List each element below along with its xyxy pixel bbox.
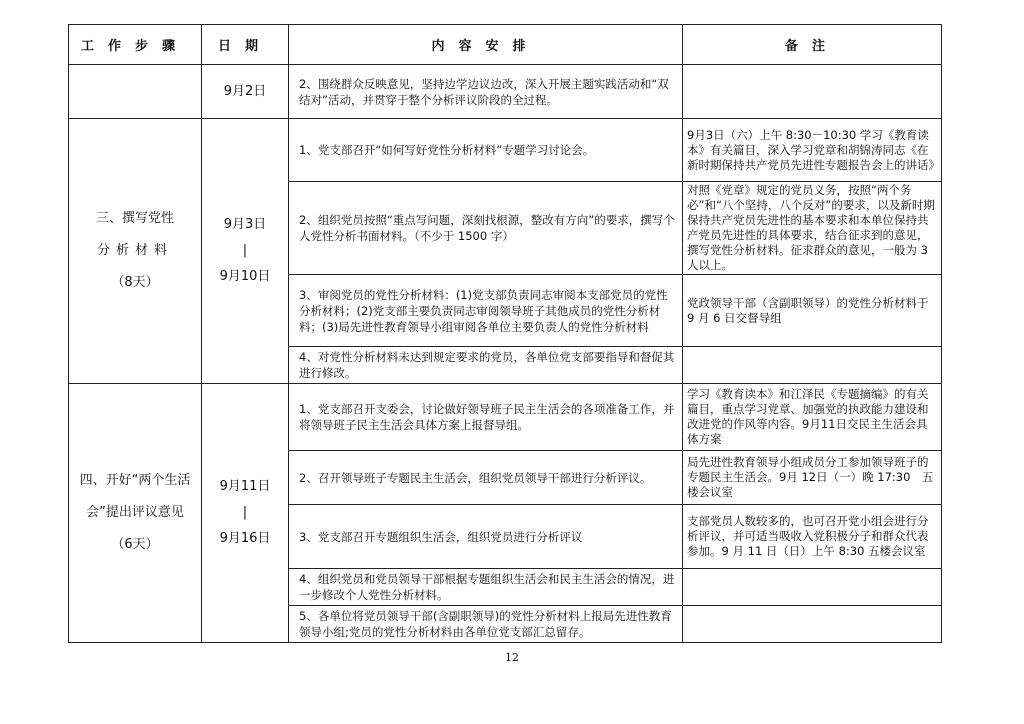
header-step: 工作步骤 — [69, 25, 202, 65]
table-row — [69, 384, 942, 451]
stage-cell-empty — [69, 65, 202, 119]
date-range-cell — [202, 119, 289, 384]
note-cell: 对照《党章》规定的党员义务，按照“两个务必”和“八个坚持，八个反对”的要求，以及新时期保持共产党员先进性的基本要求和本单位保持共产党员先进性的具体要求，结合征求到的意见，撰写党性分析材料。征求群众的意见，一般为 3 人以上。 — [683, 182, 942, 275]
schedule-table — [68, 24, 942, 643]
content-cell: 3、党支部召开专题组织生活会，组织党员进行分析评议 — [289, 505, 683, 569]
date-separator: | — [242, 243, 248, 258]
content-cell: 2、组织党员按照“重点写问题，深刻找根源，整改有方向”的要求，撰写个人党性分析书面材料。（不少于 1500 字） — [289, 182, 683, 275]
header-note: 备注 — [683, 25, 942, 65]
stage-title-line: 四、开好“两个生活 — [79, 473, 191, 488]
content-cell: 4、组织党员和党员领导干部根据专题组织生活会和民主生活会的情况，进一步修改个人党性分析材料。 — [289, 569, 683, 606]
note-cell: 学习《教育读本》和江泽民《专题摘编》的有关篇目，重点学习党章、加强党的执政能力建设和改进党的作风等内容。9月11日交民主生活会具体方案 — [683, 384, 942, 451]
note-cell — [683, 347, 942, 384]
content-cell: 2、围绕群众反映意见，坚持边学边议边改，深入开展主题实践活动和“双结对”活动，并贯穿于整个分析评议阶段的全过程。 — [289, 65, 683, 119]
note-cell — [683, 65, 942, 119]
date-end: 9月10日 — [219, 269, 271, 284]
stage-title-line: 会”提出评议意见 — [86, 505, 184, 520]
note-cell: 局先进性教育领导小组成员分工参加领导班子的专题民主生活会。9月 12日（一）晚 17:30 五楼会议室 — [683, 451, 942, 505]
stage-title-cell — [69, 119, 202, 384]
stage-duration: （8天） — [111, 275, 159, 290]
date-cell: 9月2日 — [202, 65, 289, 119]
content-cell: 1、党支部召开“如何写好党性分析材料”专题学习讨论会。 — [289, 119, 683, 182]
note-cell — [683, 606, 942, 643]
content-cell: 4、对党性分析材料未达到规定要求的党员，各单位党支部要指导和督促其进行修改。 — [289, 347, 683, 384]
content-cell: 5、各单位将党员领导干部(含副职领导)的党性分析材料上报局先进性教育领导小组;党员的党性分析材料由各单位党支部汇总留存。 — [289, 606, 683, 643]
note-cell: 支部党员人数较多的，也可召开党小组会进行分析评议，并可适当吸收入党积极分子和群众代表参加。9 月 11 日（日）上午 8:30 五楼会议室 — [683, 505, 942, 569]
note-cell: 党政领导干部（含副职领导）的党性分析材料于 9 月 6 日交督导组 — [683, 275, 942, 347]
header-content: 内容安排 — [289, 25, 683, 65]
date-range-cell — [202, 384, 289, 643]
header-date: 日期 — [202, 25, 289, 65]
content-cell: 1、党支部召开支委会，讨论做好领导班子民主生活会的各项准备工作，并将领导班子民主生活会具体方案上报督导组。 — [289, 384, 683, 451]
stage-title-cell — [69, 384, 202, 643]
note-cell: 9月3日（六）上午 8:30－10:30 学习《教育读本》有关篇目，深入学习党章和胡锦涛同志《在新时期保持共产党员先进性专题报告会上的讲话》 — [683, 119, 942, 182]
content-cell: 3、审阅党员的党性分析材料：(1)党支部负责同志审阅本支部党员的党性分析材料；(2)党支部主要负责同志审阅领导班子其他成员的党性分析材料；(3)局先进性教育领导小组审阅各单位主要负责人的党性分析材料 — [289, 275, 683, 347]
date-separator: | — [242, 505, 248, 520]
content-cell: 2、召开领导班子专题民主生活会，组织党员领导干部进行分析评议。 — [289, 451, 683, 505]
table-row — [69, 65, 942, 119]
stage-title-line: 分析材料 — [96, 243, 173, 258]
table-row — [69, 119, 942, 182]
stage-duration: （6天） — [111, 537, 159, 552]
note-cell — [683, 569, 942, 606]
date-start: 9月11日 — [219, 479, 271, 494]
stage-title-line: 三、撰写党性 — [95, 211, 174, 226]
date-start: 9月3日 — [223, 217, 267, 232]
header-row — [69, 25, 942, 65]
page-number: 12 — [505, 651, 519, 664]
date-end: 9月16日 — [219, 531, 271, 546]
